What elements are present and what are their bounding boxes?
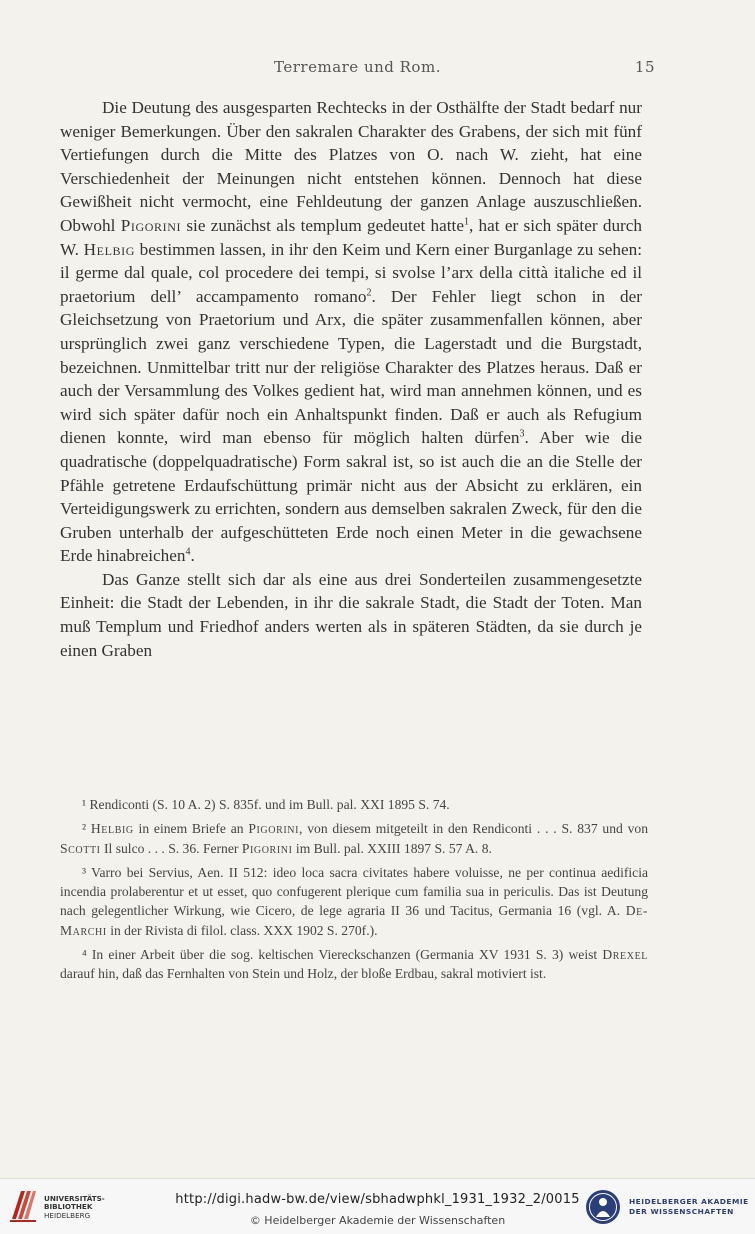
- page-number: 15: [634, 58, 655, 76]
- footnotes: [60, 795, 648, 989]
- footnote: ⁴ In einer Arbeit über die sog. keltischen Viereckschanzen (Germania XV 1931 S. 3) weist Drexel darauf hin, daß das Fernhalten von Stein und Holz, der bloße Erdbau, sakral motiviert ist.: [60, 947, 648, 982]
- author-name: De-Marchi: [60, 903, 648, 938]
- copyright-notice: © Heidelberger Akademie der Wissenschaften: [249, 1214, 506, 1227]
- body-text: [60, 96, 642, 662]
- author-name: Pigorini: [248, 821, 300, 837]
- author-name: Scotti: [60, 840, 101, 856]
- paragraph: Die Deutung des ausgesparten Rechtecks in der Osthälfte der Stadt bedarf nur weniger Bemerkungen. Über den sakralen Charakter des Grabens, der sich mit fünf Vertiefungen durch die Mitte des Platzes von O. nach W. zieht, hat eine Verschiedenheit der Meinungen nicht entstehen können. Dennoch hat diese Gewißheit nicht vermocht, eine Fehldeutung der ganzen Anlage auszuschließen. Obwohl Pigorini sie zunächst als templum gedeutet hatte$^1$, hat er sich später durch W. Helbig bestimmen lassen, in ihr den Keim und Kern einer Burganlage zu sehen: il germe dal quale, col procedere dei tempi, si svolse l’arx della città italiche ed il praetorium dell’ accampamento romano$^2$. Der Fehler liegt schon in der Gleichsetzung von Praetorium und Arx, die später zusammenfallen können, aber ursprünglich zwei ganz verschiedene Typen, die Lagerstadt und die Burgstadt, bezeichnen. Unmittelbar tritt nur der religiöse Charakter des Platzes heraus. Daß er auch der Versammlung des Volkes gedient hat, wird man annehmen können, und es wird sich später dafür noch ein Anhaltspunkt finden. Daß er auch als Refugium dienen konnte, wird man ebenso für möglich halten dürfen$^3$. Aber wie die quadratische (doppelquadratische) Form sakral ist, so ist auch die an die Stelle der Pfähle getretene Erdaufschüttung primär nicht aus der Absicht zu erklären, ein Verteidigungswerk zu errichten, sondern aus demselben sakralen Zweck, für den die Gruben unterhalb der aufgeschütteten Erde noch einen Meter in die gewachsene Erde hinabreichen$^4$.: [60, 98, 642, 566]
- author-name: Helbig: [90, 821, 134, 837]
- source-url-link[interactable]: http://digi.hadw-bw.de/view/sbhadwphkl_1931_1932_2/0015: [175, 1192, 580, 1207]
- footnote: ³ Varro bei Servius, Aen. II 512: ideo loca sacra civitates habere voluisse, ne per continua aedificia incendia prolaberentur et ut esset, quo confugerent plerique cum familia sua in periculis. Das ist Deutung nach gelegentlicher Wirkung, wie Cicero, de lege agraria II 36 und Tacitus, Germania 16 (vgl. A. De-Marchi in der Rivista di filol. class. XXX 1902 S. 270f.).: [60, 864, 648, 938]
- author-name: Pigorini: [241, 840, 293, 856]
- academy-seal-icon[interactable]: [585, 1189, 621, 1225]
- running-title: Terremare und Rom.: [274, 58, 441, 76]
- footnote: ¹ Rendiconti (S. 10 A. 2) S. 835f. und im Bull. pal. XXI 1895 S. 74.: [82, 797, 450, 812]
- footnote-ref: 2: [366, 287, 372, 299]
- university-library-label: UNIVERSITÄTS- BIBLIOTHEK HEIDELBERG: [44, 1194, 105, 1220]
- footnote-ref: 1: [463, 216, 469, 228]
- author-name: Pigorini: [120, 215, 182, 235]
- footnote: ² Helbig in einem Briefe an Pigorini, von diesem mitgeteilt in den Rendiconti . . . S. 837 und von Scotti Il sulco . . . S. 36. Ferner Pigorini im Bull. pal. XXIII 1897 S. 57 A. 8.: [60, 821, 648, 856]
- academy-label: HEIDELBERGER AKADEMIE DER WISSENSCHAFTEN: [629, 1197, 749, 1216]
- author-name: Drexel: [602, 947, 648, 963]
- footnote-ref: 4: [185, 546, 191, 558]
- paragraph: Das Ganze stellt sich dar als eine aus drei Sonderteilen zusammengesetzte Einheit: die Stadt der Lebenden, in ihr die sakrale Stadt, die Stadt der Toten. Man muß Templum und Friedhof anders werten als in späteren Städten, da sie durch je einen Graben: [60, 569, 642, 660]
- footer-bar: [0, 1178, 755, 1234]
- footnote-ref: 3: [519, 428, 525, 440]
- author-name: Helbig: [83, 239, 135, 259]
